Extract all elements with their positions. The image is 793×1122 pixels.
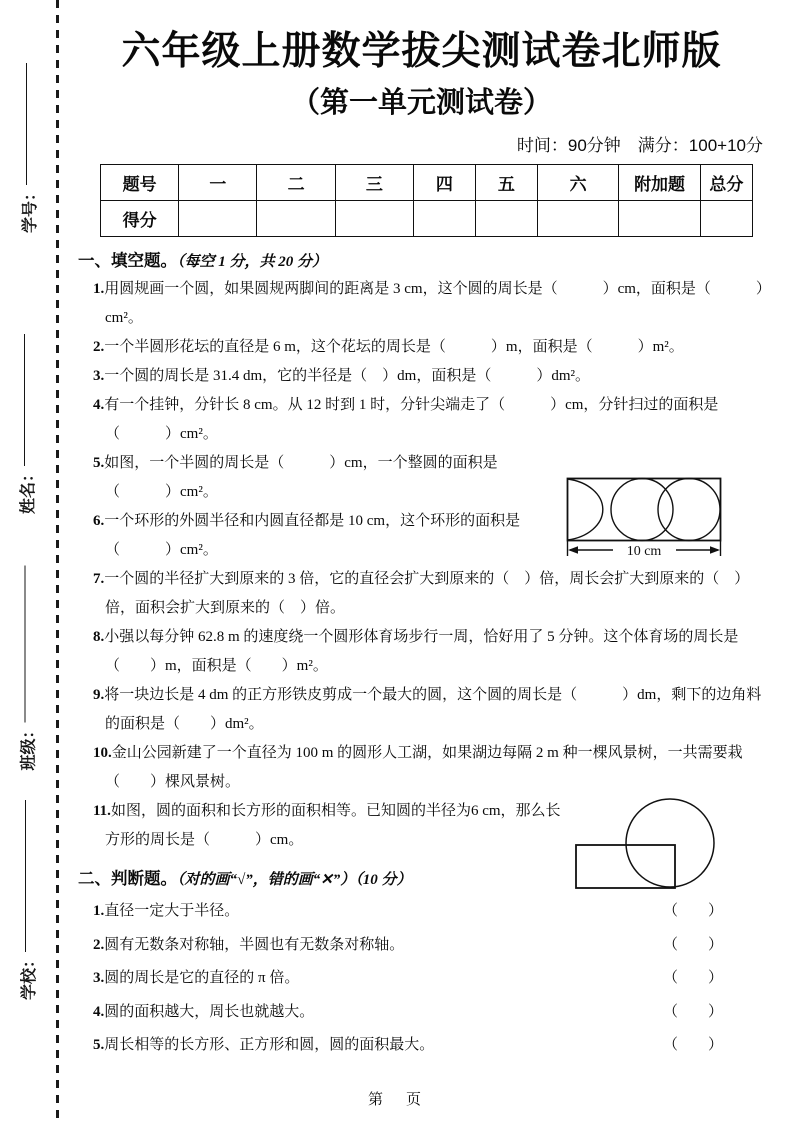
fill-question-10 [93,739,765,797]
dimension-label: 10 cm [626,544,662,559]
judge-question-5 [93,1029,765,1063]
question-text: 如图，圆的面积和长方形的面积相等。已知圆的半径为6 cm，那么长方形的周长是（ ）cm。 [105,803,561,848]
question-text: 圆的面积越大，周长也就越大。 [104,1003,315,1020]
section-fill-in-heading [78,248,765,275]
sidebar-field-student-id [17,63,39,233]
score-empty-cell [179,201,257,237]
question-text: 直径一定大于半径。 [104,903,240,919]
question-number: 1. [93,281,105,297]
score-table-score-row [101,201,753,237]
question-text: 用圆规画一个圆，如果圆规两脚间的距离是 3 cm，这个圆的周长是（ ）cm，面积是（ ）cm²。 [104,281,764,326]
fill-question-4 [93,391,765,449]
score-header-cell: 六 [537,165,619,201]
answer-blank: （ ） [662,970,723,986]
figure-left-semicircle [568,479,603,540]
question-number: 4. [93,397,105,413]
question-text: 将一块边长是 4 dm 的正方形铁皮剪成一个最大的圆，这个圆的周长是（ ）dm，剩下的边角料的面积是（ ）dm²。 [104,687,762,732]
question-text: 周长相等的长方形、正方形和圆，圆的面积最大。 [104,1037,435,1053]
circle-rectangle-overlap-figure [572,792,772,906]
binding-dashed-line [56,0,59,1122]
question-text: 金山公园新建了一个直径为 100 m 的圆形人工湖，如果湖边每隔 2 m 种一棵风景树，一共需要栽（ ）棵风景树。 [105,745,743,790]
score-header-cell: 一 [179,165,257,201]
question-number: 3. [93,970,105,986]
class-label: 班级： [20,722,37,771]
question-number: 3. [93,368,105,384]
question-number: 7. [93,571,105,587]
question-text: 圆的周长是它的直径的 π 倍。 [104,970,300,986]
class-blank-line [24,566,26,723]
score-row-label: 得分 [101,201,179,237]
fill-question-11 [93,797,567,855]
arrow-head-right-icon [710,546,720,554]
sidebar-field-school [16,800,38,1000]
fill-question-2 [93,333,765,362]
name-blank-line [23,334,25,466]
question-number: 1. [93,903,105,919]
score-empty-cell [475,201,537,237]
score-empty-cell [413,201,475,237]
question-text: 小强以每分钟 62.8 m 的速度绕一个圆形体育场步行一周，恰好用了 5 分钟。这个体育场的周长是（ ）m，面积是（ ）m²。 [104,629,739,674]
judge-text [93,996,314,1030]
judge-text [93,895,239,929]
question-text: 圆有无数条对称轴，半圆也有无数条对称轴。 [104,936,405,953]
score-empty-cell [700,201,752,237]
section-judge-note: （对的画“√”，错的画“✕”）（10 分） [177,872,412,888]
question-number: 5. [93,1037,105,1053]
sidebar-field-name [15,334,37,514]
figure-circle [626,799,714,887]
question-text: 一个半圆形花坛的直径是 6 m，这个花坛的周长是（ ）m，面积是（ ）m²。 [104,339,684,355]
exam-title: 六年级上册数学拔尖测试卷北师版 [121,30,722,73]
question-number: 5. [93,455,105,471]
score-header-cell: 五 [475,165,537,201]
answer-blank: （ ） [662,936,723,953]
score-header-cell: 三 [335,165,413,201]
score-empty-cell [619,201,701,237]
exam-subtitle: （第一单元测试卷） [290,87,552,119]
question-text: 一个圆的半径扩大到原来的 3 倍，它的直径会扩大到原来的（ ）倍，周长会扩大到原来的（ ）倍，面积会扩大到原来的（ ）倍。 [104,571,750,616]
fill-question-8 [93,623,765,681]
judge-question-2 [93,929,765,963]
section-fill-in-note: （每空 1 分，共 20 分） [177,254,328,270]
score-header-cell: 二 [257,165,335,201]
page-footer: 第 页 [367,1091,425,1108]
score-header-cell: 总分 [700,165,752,201]
answer-blank: （ ） [662,1003,723,1020]
question-number: 6. [93,513,105,529]
school-blank-line [24,800,26,952]
question-number: 9. [93,687,105,703]
sidebar-field-class [16,566,38,771]
score-empty-cell [257,201,335,237]
judge-question-list [78,895,765,1063]
score-empty-cell [537,201,619,237]
score-header-cell: 题号 [101,165,179,201]
school-label: 学校： [20,951,38,1000]
judge-question-4 [93,996,765,1030]
score-table [100,164,753,237]
score-empty-cell [335,201,413,237]
question-text: 一个环形的外圆半径和内圆直径都是 10 cm，这个环形的面积是（ ）cm²。 [104,513,521,558]
fill-in-question-list [78,275,765,855]
answer-blank: （ ） [662,1037,723,1053]
question-text: 如图，一个半圆的周长是（ ）cm，一个整圆的面积是（ ）cm²。 [104,455,498,500]
judge-question-3 [93,962,765,996]
figure-circle [611,479,673,541]
question-number: 4. [93,1003,105,1020]
question-number: 8. [93,629,105,645]
score-table-header-row [101,165,753,201]
student-id-label: 学号： [21,184,39,233]
student-id-blank-line [25,63,27,185]
exam-meta-time-score: 时间：90分钟 满分：100+10分 [516,136,763,155]
judge-text [93,1029,434,1063]
judge-text [93,929,404,963]
fill-question-1 [93,275,765,333]
answer-blank: （ ） [662,903,723,919]
question-text: 一个圆的周长是 31.4 dm，它的半径是（ ）dm，面积是（ ）dm²。 [104,368,591,384]
score-header-cell: 附加题 [619,165,701,201]
section-fill-in-title: 一、填空题。 [78,251,177,270]
section-judge-title: 二、判断题。 [78,869,177,888]
question-number: 2. [93,339,105,355]
fill-question-9 [93,681,765,739]
question-number: 2. [93,936,105,953]
arrow-head-left-icon [568,546,578,554]
question-number: 11. [93,803,111,819]
judge-text [93,962,299,996]
question-text: 有一个挂钟，分针长 8 cm。从 12 时到 1 时，分针尖端走了（ ）cm，分针扫过的面积是（ ）cm²。 [104,397,719,442]
fill-question-3 [93,362,765,391]
circles-in-rectangle-figure [566,477,726,559]
question-number: 10. [93,745,112,761]
figure-rectangle [576,845,675,888]
fill-question-6 [93,507,563,565]
fill-question-7 [93,565,765,623]
score-header-cell: 四 [413,165,475,201]
figure-circle [658,479,720,541]
fill-question-5 [93,449,563,507]
name-label: 姓名： [19,465,37,514]
